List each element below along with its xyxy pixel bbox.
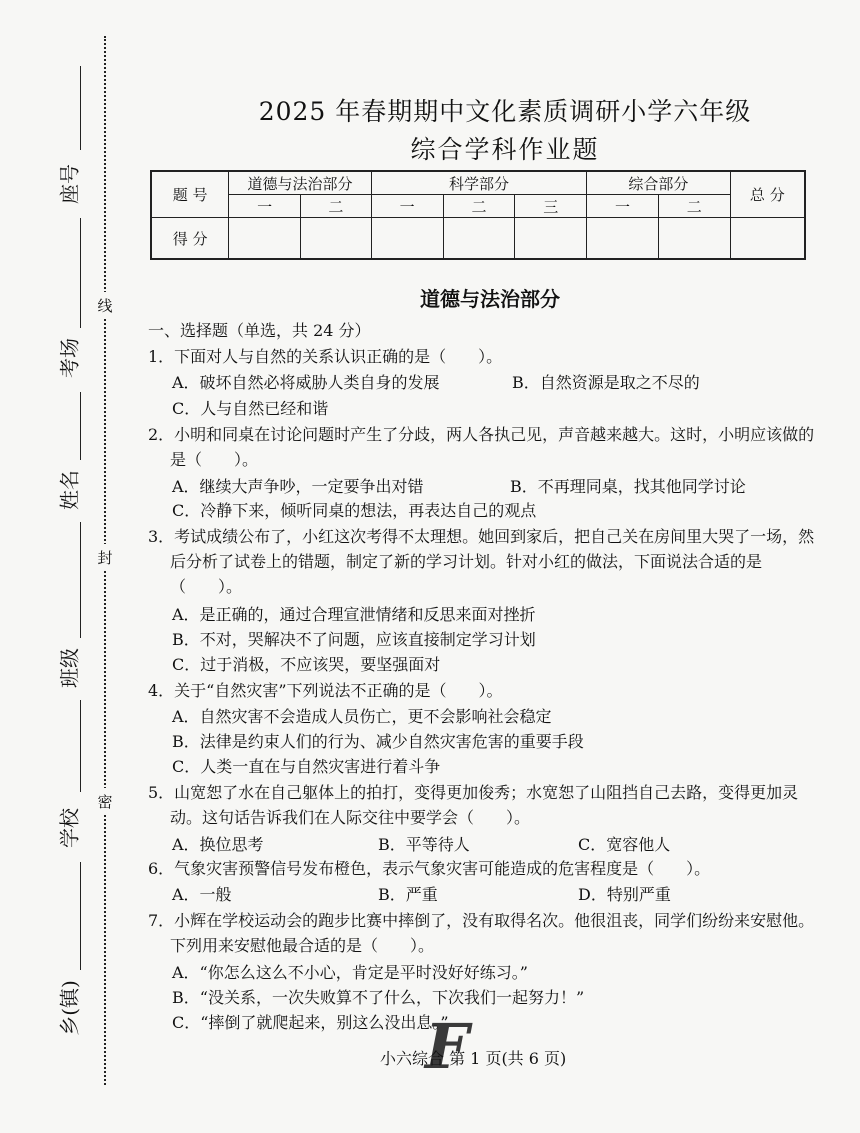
option-b: B．“没关系，一次失败算不了什么，下次我们一起努力！” [172, 988, 585, 1007]
score-cell[interactable] [587, 218, 659, 260]
question-stem: 2．小明和同桌在讨论问题时产生了分歧，两人各执己见，声音越来越大。这时，小明应该做的是（ ）。 [148, 425, 815, 469]
col-comprehensive-1: 一 [587, 195, 659, 218]
question-7 [148, 908, 816, 958]
option-b: B．自然资源是取之不尽的 [512, 373, 700, 392]
page-footer: 小六综合 第 1 页(共 6 页) [380, 1049, 567, 1068]
option-a: A．换位思考 [172, 835, 264, 854]
option-a: A．是正确的，通过合理宣泄情绪和反思来面对挫折 [172, 605, 536, 624]
option-b: B．不再理同桌，找其他同学讨论 [510, 477, 746, 496]
township-blank[interactable] [80, 862, 81, 970]
question-stem: 1．下面对人与自然的关系认识正确的是（ ）。 [148, 347, 503, 366]
group-header-morality: 道德与法治部分 [229, 171, 372, 195]
section-title: 道德与法治部分 [420, 287, 560, 311]
score-cell[interactable] [371, 218, 443, 260]
option-b: B．法律是约束人们的行为、减少自然灾害危害的重要手段 [172, 732, 584, 751]
field-exam-room: 考场 [57, 338, 82, 378]
binding-mark-secret: 密 [97, 788, 113, 815]
question-5 [148, 780, 816, 830]
option-d: D．特别严重 [578, 885, 671, 904]
option-a: A．继续大声争吵，一定要争出对错 [172, 477, 424, 496]
col-science-2: 二 [443, 195, 515, 218]
exam-room-blank[interactable] [80, 218, 81, 328]
col-comprehensive-2: 二 [658, 195, 730, 218]
binding-mark-seal: 封 [97, 544, 113, 571]
class-blank[interactable] [80, 522, 81, 638]
field-seat-number: 座号 [57, 164, 82, 204]
score-cell[interactable] [443, 218, 515, 260]
question-2 [148, 422, 816, 472]
field-school: 学校 [57, 808, 82, 848]
option-c: C．人类一直在与自然灾害进行着斗争 [172, 757, 441, 776]
option-c: C．“摔倒了就爬起来，别这么没出息。” [172, 1013, 449, 1032]
score-cell[interactable] [658, 218, 730, 260]
score-label: 得 分 [151, 218, 229, 260]
group-header-comprehensive: 综合部分 [587, 171, 731, 195]
col-morality-1: 一 [229, 195, 301, 218]
option-a: A．“你怎么这么不小心，肯定是平时没好好练习。” [172, 963, 528, 982]
option-c: C．人与自然已经和谐 [172, 399, 329, 418]
part-heading: 一、选择题（单选，共 24 分） [148, 321, 371, 340]
option-b: B．严重 [378, 885, 438, 904]
question-number-label: 题 号 [151, 171, 229, 218]
option-c: C．过于消极，不应该哭，要坚强面对 [172, 655, 441, 674]
question-4 [148, 678, 816, 703]
field-township: 乡(镇) [57, 980, 82, 1036]
name-blank[interactable] [80, 392, 81, 460]
option-b: B．不对，哭解决不了问题，应该直接制定学习计划 [172, 630, 536, 649]
field-name: 姓名 [57, 470, 82, 510]
total-score-label: 总 分 [730, 171, 805, 218]
question-stem: 3．考试成绩公布了，小红这次考得不太理想。她回到家后，把自己关在房间里大哭了一场，然后分析了试卷上的错题，制定了新的学习计划。针对小红的做法，下面说法合适的是（ ）。 [148, 527, 815, 596]
question-stem: 4．关于“自然灾害”下列说法不正确的是（ ）。 [148, 681, 503, 700]
option-c: C．宽容他人 [578, 835, 671, 854]
exam-title: 2025 年春期期中文化素质调研小学六年级 [258, 97, 752, 126]
question-stem: 6．气象灾害预警信号发布橙色，表示气象灾害可能造成的危害程度是（ ）。 [148, 859, 711, 878]
score-cell[interactable] [301, 218, 372, 260]
option-c: C．冷静下来，倾听同桌的想法，再表达自己的观点 [172, 501, 537, 520]
exam-subtitle: 综合学科作业题 [410, 135, 600, 164]
school-blank[interactable] [80, 700, 81, 792]
binding-mark-line: 线 [97, 292, 113, 319]
option-a: A．破坏自然必将威胁人类自身的发展 [172, 373, 440, 392]
question-stem: 7．小辉在学校运动会的跑步比赛中摔倒了，没有取得名次。他很沮丧，同学们纷纷来安慰他。下列用来安慰他最合适的是（ ）。 [148, 911, 815, 955]
total-score-cell[interactable] [730, 218, 805, 260]
option-a: A．一般 [172, 885, 232, 904]
col-science-3: 三 [515, 195, 587, 218]
question-1 [148, 344, 816, 369]
field-class: 班级 [57, 648, 82, 688]
score-table [150, 170, 806, 260]
col-morality-2: 二 [301, 195, 372, 218]
col-science-1: 一 [371, 195, 443, 218]
question-3 [148, 524, 816, 599]
option-b: B．平等待人 [378, 835, 470, 854]
group-header-science: 科学部分 [371, 171, 586, 195]
question-6 [148, 856, 816, 881]
seat-number-blank[interactable] [80, 66, 81, 150]
question-stem: 5．山宽恕了水在自己躯体上的拍打，变得更加俊秀；水宽恕了山阻挡自己去路，变得更加灵动。这句话告诉我们在人际交往中要学会（ ）。 [148, 783, 799, 827]
score-cell[interactable] [229, 218, 301, 260]
paper-version-stamp: F [425, 1010, 470, 1083]
score-cell[interactable] [515, 218, 587, 260]
option-a: A．自然灾害不会造成人员伤亡，更不会影响社会稳定 [172, 707, 552, 726]
